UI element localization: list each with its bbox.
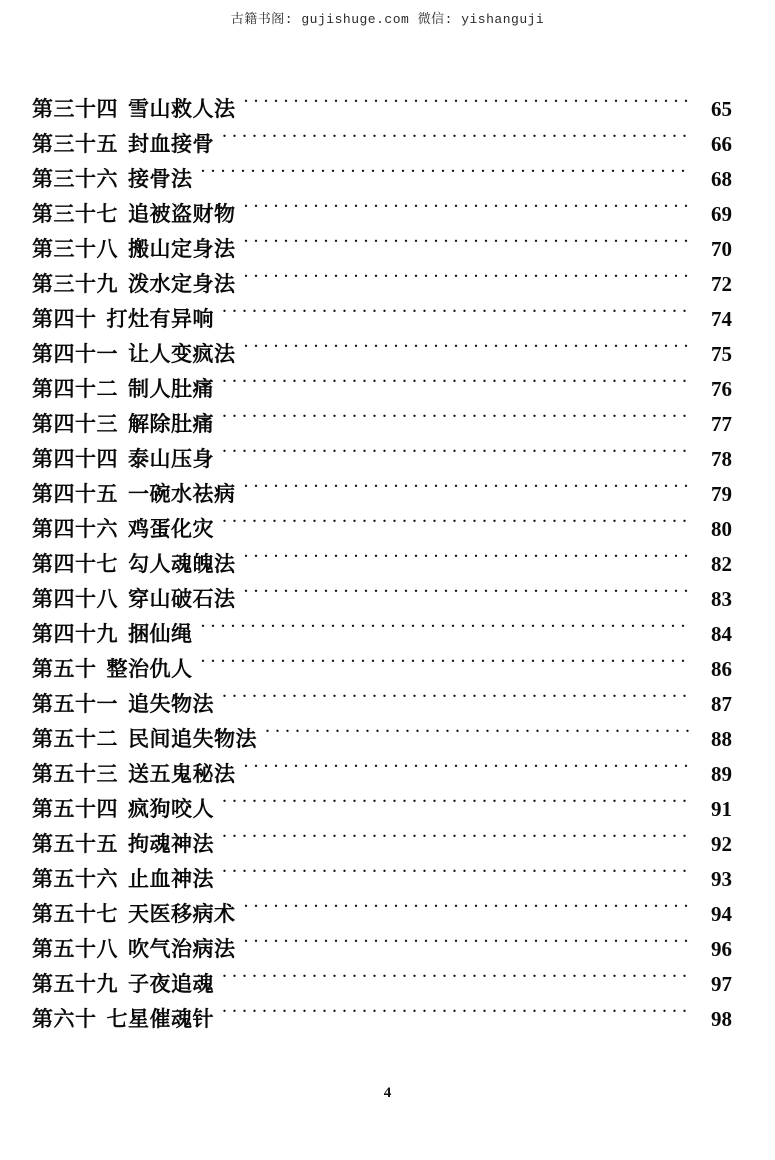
toc-entry-title: 鸡蛋化灾 bbox=[128, 517, 214, 541]
toc-entry-title: 追失物法 bbox=[128, 692, 214, 716]
toc-entry-number: 第四十五 bbox=[32, 482, 118, 506]
toc-entry-title: 搬山定身法 bbox=[128, 237, 236, 261]
toc-entry-number: 第三十九 bbox=[32, 272, 118, 296]
toc-entry[interactable] bbox=[32, 442, 732, 477]
toc-leader-dots bbox=[222, 409, 690, 431]
toc-entry-page: 66 bbox=[711, 132, 732, 156]
toc-leader-dots bbox=[222, 689, 690, 711]
toc-entry[interactable] bbox=[32, 547, 732, 582]
toc-leader-dots bbox=[222, 374, 690, 396]
toc-leader-dots bbox=[244, 94, 691, 116]
toc-entry-page: 88 bbox=[711, 727, 732, 751]
toc-leader-dots bbox=[244, 899, 691, 921]
toc-leader-dots bbox=[244, 199, 691, 221]
toc-leader-dots bbox=[201, 619, 691, 641]
toc-entry[interactable] bbox=[32, 617, 732, 652]
toc-entry-number: 第四十九 bbox=[32, 622, 118, 646]
toc-entry-number: 第四十三 bbox=[32, 412, 118, 436]
toc-entry-page: 80 bbox=[711, 517, 732, 541]
toc-entry[interactable] bbox=[32, 1002, 732, 1037]
toc-entry-title: 天医移病术 bbox=[128, 902, 236, 926]
toc-entry-number: 第五十八 bbox=[32, 937, 118, 961]
toc-leader-dots bbox=[222, 864, 690, 886]
toc-entry-title: 子夜追魂 bbox=[128, 972, 214, 996]
toc-leader-dots bbox=[201, 654, 691, 676]
toc-entry[interactable] bbox=[32, 652, 732, 687]
toc-entry-title: 封血接骨 bbox=[128, 132, 214, 156]
toc-entry-page: 98 bbox=[711, 1007, 732, 1031]
toc-entry-title: 泰山压身 bbox=[128, 447, 214, 471]
toc-entry-number: 第五十九 bbox=[32, 972, 118, 996]
toc-entry-number: 第五十五 bbox=[32, 832, 118, 856]
toc-entry-title: 疯狗咬人 bbox=[128, 797, 214, 821]
page-number: 4 bbox=[383, 1085, 392, 1101]
toc-entry-title: 追被盗财物 bbox=[128, 202, 236, 226]
toc-entry[interactable] bbox=[32, 792, 732, 827]
toc-entry-page: 83 bbox=[711, 587, 732, 611]
toc-entry-title: 打灶有异响 bbox=[106, 307, 214, 331]
toc-leader-dots bbox=[244, 934, 691, 956]
toc-entry[interactable] bbox=[32, 512, 732, 547]
toc-leader-dots bbox=[222, 794, 690, 816]
toc-entry-page: 84 bbox=[711, 622, 732, 646]
toc-entry-number: 第五十 bbox=[32, 657, 97, 681]
toc-entry-page: 93 bbox=[711, 867, 732, 891]
toc-entry[interactable] bbox=[32, 827, 732, 862]
toc-leader-dots bbox=[244, 269, 691, 291]
toc-entry-page: 82 bbox=[711, 552, 732, 576]
toc-entry[interactable] bbox=[32, 302, 732, 337]
toc-entry-number: 第三十四 bbox=[32, 97, 118, 121]
toc-entry[interactable] bbox=[32, 477, 732, 512]
watermark-text: 古籍书阁: gujishuge.com 微信: yishanguji bbox=[230, 12, 545, 27]
toc-leader-dots bbox=[244, 584, 691, 606]
toc-entry-page: 78 bbox=[711, 447, 732, 471]
toc-entry-number: 第五十二 bbox=[32, 727, 118, 751]
toc-entry-title: 吹气治病法 bbox=[128, 937, 236, 961]
toc-entry-title: 民间追失物法 bbox=[128, 727, 257, 751]
toc-entry-number: 第五十一 bbox=[32, 692, 118, 716]
toc-entry-number: 第四十六 bbox=[32, 517, 118, 541]
toc-entry-page: 94 bbox=[711, 902, 732, 926]
toc-leader-dots bbox=[244, 234, 691, 256]
toc-entry-number: 第四十二 bbox=[32, 377, 118, 401]
toc-entry-title: 泼水定身法 bbox=[128, 272, 236, 296]
toc-entry-title: 解除肚痛 bbox=[128, 412, 214, 436]
toc-entry-page: 97 bbox=[711, 972, 732, 996]
toc-entry-title: 整治仇人 bbox=[106, 657, 193, 681]
toc-entry[interactable] bbox=[32, 722, 732, 757]
toc-entry[interactable] bbox=[32, 197, 732, 232]
toc-leader-dots bbox=[265, 724, 690, 746]
toc-entry[interactable] bbox=[32, 162, 732, 197]
toc-entry[interactable] bbox=[32, 372, 732, 407]
toc-entry-title: 雪山救人法 bbox=[128, 97, 236, 121]
toc-entry-title: 接骨法 bbox=[128, 167, 193, 191]
toc-entry-number: 第五十七 bbox=[32, 902, 118, 926]
toc-entry-title: 让人变疯法 bbox=[128, 342, 236, 366]
toc-entry-number: 第五十四 bbox=[32, 797, 118, 821]
toc-leader-dots bbox=[244, 549, 691, 571]
toc-entry-title: 制人肚痛 bbox=[128, 377, 214, 401]
toc-entry[interactable] bbox=[32, 967, 732, 1002]
toc-entry-number: 第三十五 bbox=[32, 132, 118, 156]
toc-leader-dots bbox=[222, 304, 690, 326]
toc-entry-title: 拘魂神法 bbox=[128, 832, 214, 856]
toc-entry-number: 第四十四 bbox=[32, 447, 118, 471]
toc-entry-title: 七星催魂针 bbox=[106, 1007, 214, 1031]
toc-entry-title: 捆仙绳 bbox=[128, 622, 193, 646]
toc-entry-page: 79 bbox=[711, 482, 732, 506]
toc-entry[interactable] bbox=[32, 932, 732, 967]
toc-entry-page: 70 bbox=[711, 237, 732, 261]
toc-entry-number: 第五十六 bbox=[32, 867, 118, 891]
toc-entry-page: 74 bbox=[711, 307, 732, 331]
toc-entry[interactable] bbox=[32, 92, 732, 127]
toc-entry-number: 第四十七 bbox=[32, 552, 118, 576]
toc-entry-number: 第三十六 bbox=[32, 167, 118, 191]
toc-entry-page: 76 bbox=[711, 377, 732, 401]
toc-entry[interactable] bbox=[32, 232, 732, 267]
toc-entry[interactable] bbox=[32, 407, 732, 442]
toc-entry[interactable] bbox=[32, 897, 732, 932]
toc-entry-page: 92 bbox=[711, 832, 732, 856]
toc-entry-number: 第三十七 bbox=[32, 202, 118, 226]
toc-entry-page: 96 bbox=[711, 937, 732, 961]
toc-entry-title: 一碗水祛病 bbox=[128, 482, 236, 506]
toc-entry-page: 68 bbox=[711, 167, 732, 191]
toc-entry-title: 止血神法 bbox=[128, 867, 214, 891]
toc-entry[interactable] bbox=[32, 267, 732, 302]
toc-entry[interactable] bbox=[32, 757, 732, 792]
toc-entry[interactable] bbox=[32, 337, 732, 372]
toc-leader-dots bbox=[222, 969, 690, 991]
toc-entry-number: 第四十一 bbox=[32, 342, 118, 366]
toc-leader-dots bbox=[222, 514, 690, 536]
toc-entry-title: 送五鬼秘法 bbox=[128, 762, 236, 786]
toc-entry-number: 第四十八 bbox=[32, 587, 118, 611]
toc-entry-page: 77 bbox=[711, 412, 732, 436]
toc-entry[interactable] bbox=[32, 862, 732, 897]
table-of-contents bbox=[32, 92, 732, 1037]
toc-entry-page: 65 bbox=[711, 97, 732, 121]
toc-leader-dots bbox=[244, 759, 691, 781]
toc-entry-page: 89 bbox=[711, 762, 732, 786]
toc-leader-dots bbox=[244, 479, 691, 501]
toc-entry-page: 69 bbox=[711, 202, 732, 226]
toc-entry-title: 穿山破石法 bbox=[128, 587, 236, 611]
toc-entry-title: 勾人魂魄法 bbox=[128, 552, 236, 576]
toc-entry[interactable] bbox=[32, 127, 732, 162]
toc-entry-page: 86 bbox=[711, 657, 732, 681]
toc-entry-number: 第三十八 bbox=[32, 237, 118, 261]
toc-entry-number: 第四十 bbox=[32, 307, 97, 331]
toc-leader-dots bbox=[222, 129, 690, 151]
toc-leader-dots bbox=[222, 444, 690, 466]
toc-entry-page: 91 bbox=[711, 797, 732, 821]
toc-leader-dots bbox=[222, 829, 690, 851]
toc-entry-page: 87 bbox=[711, 692, 732, 716]
toc-leader-dots bbox=[222, 1004, 690, 1026]
toc-entry-number: 第六十 bbox=[32, 1007, 97, 1031]
toc-leader-dots bbox=[244, 339, 691, 361]
toc-leader-dots bbox=[201, 164, 691, 186]
toc-entry[interactable] bbox=[32, 582, 732, 617]
toc-entry-page: 72 bbox=[711, 272, 732, 296]
toc-entry[interactable] bbox=[32, 687, 732, 722]
toc-entry-number: 第五十三 bbox=[32, 762, 118, 786]
toc-entry-page: 75 bbox=[711, 342, 732, 366]
